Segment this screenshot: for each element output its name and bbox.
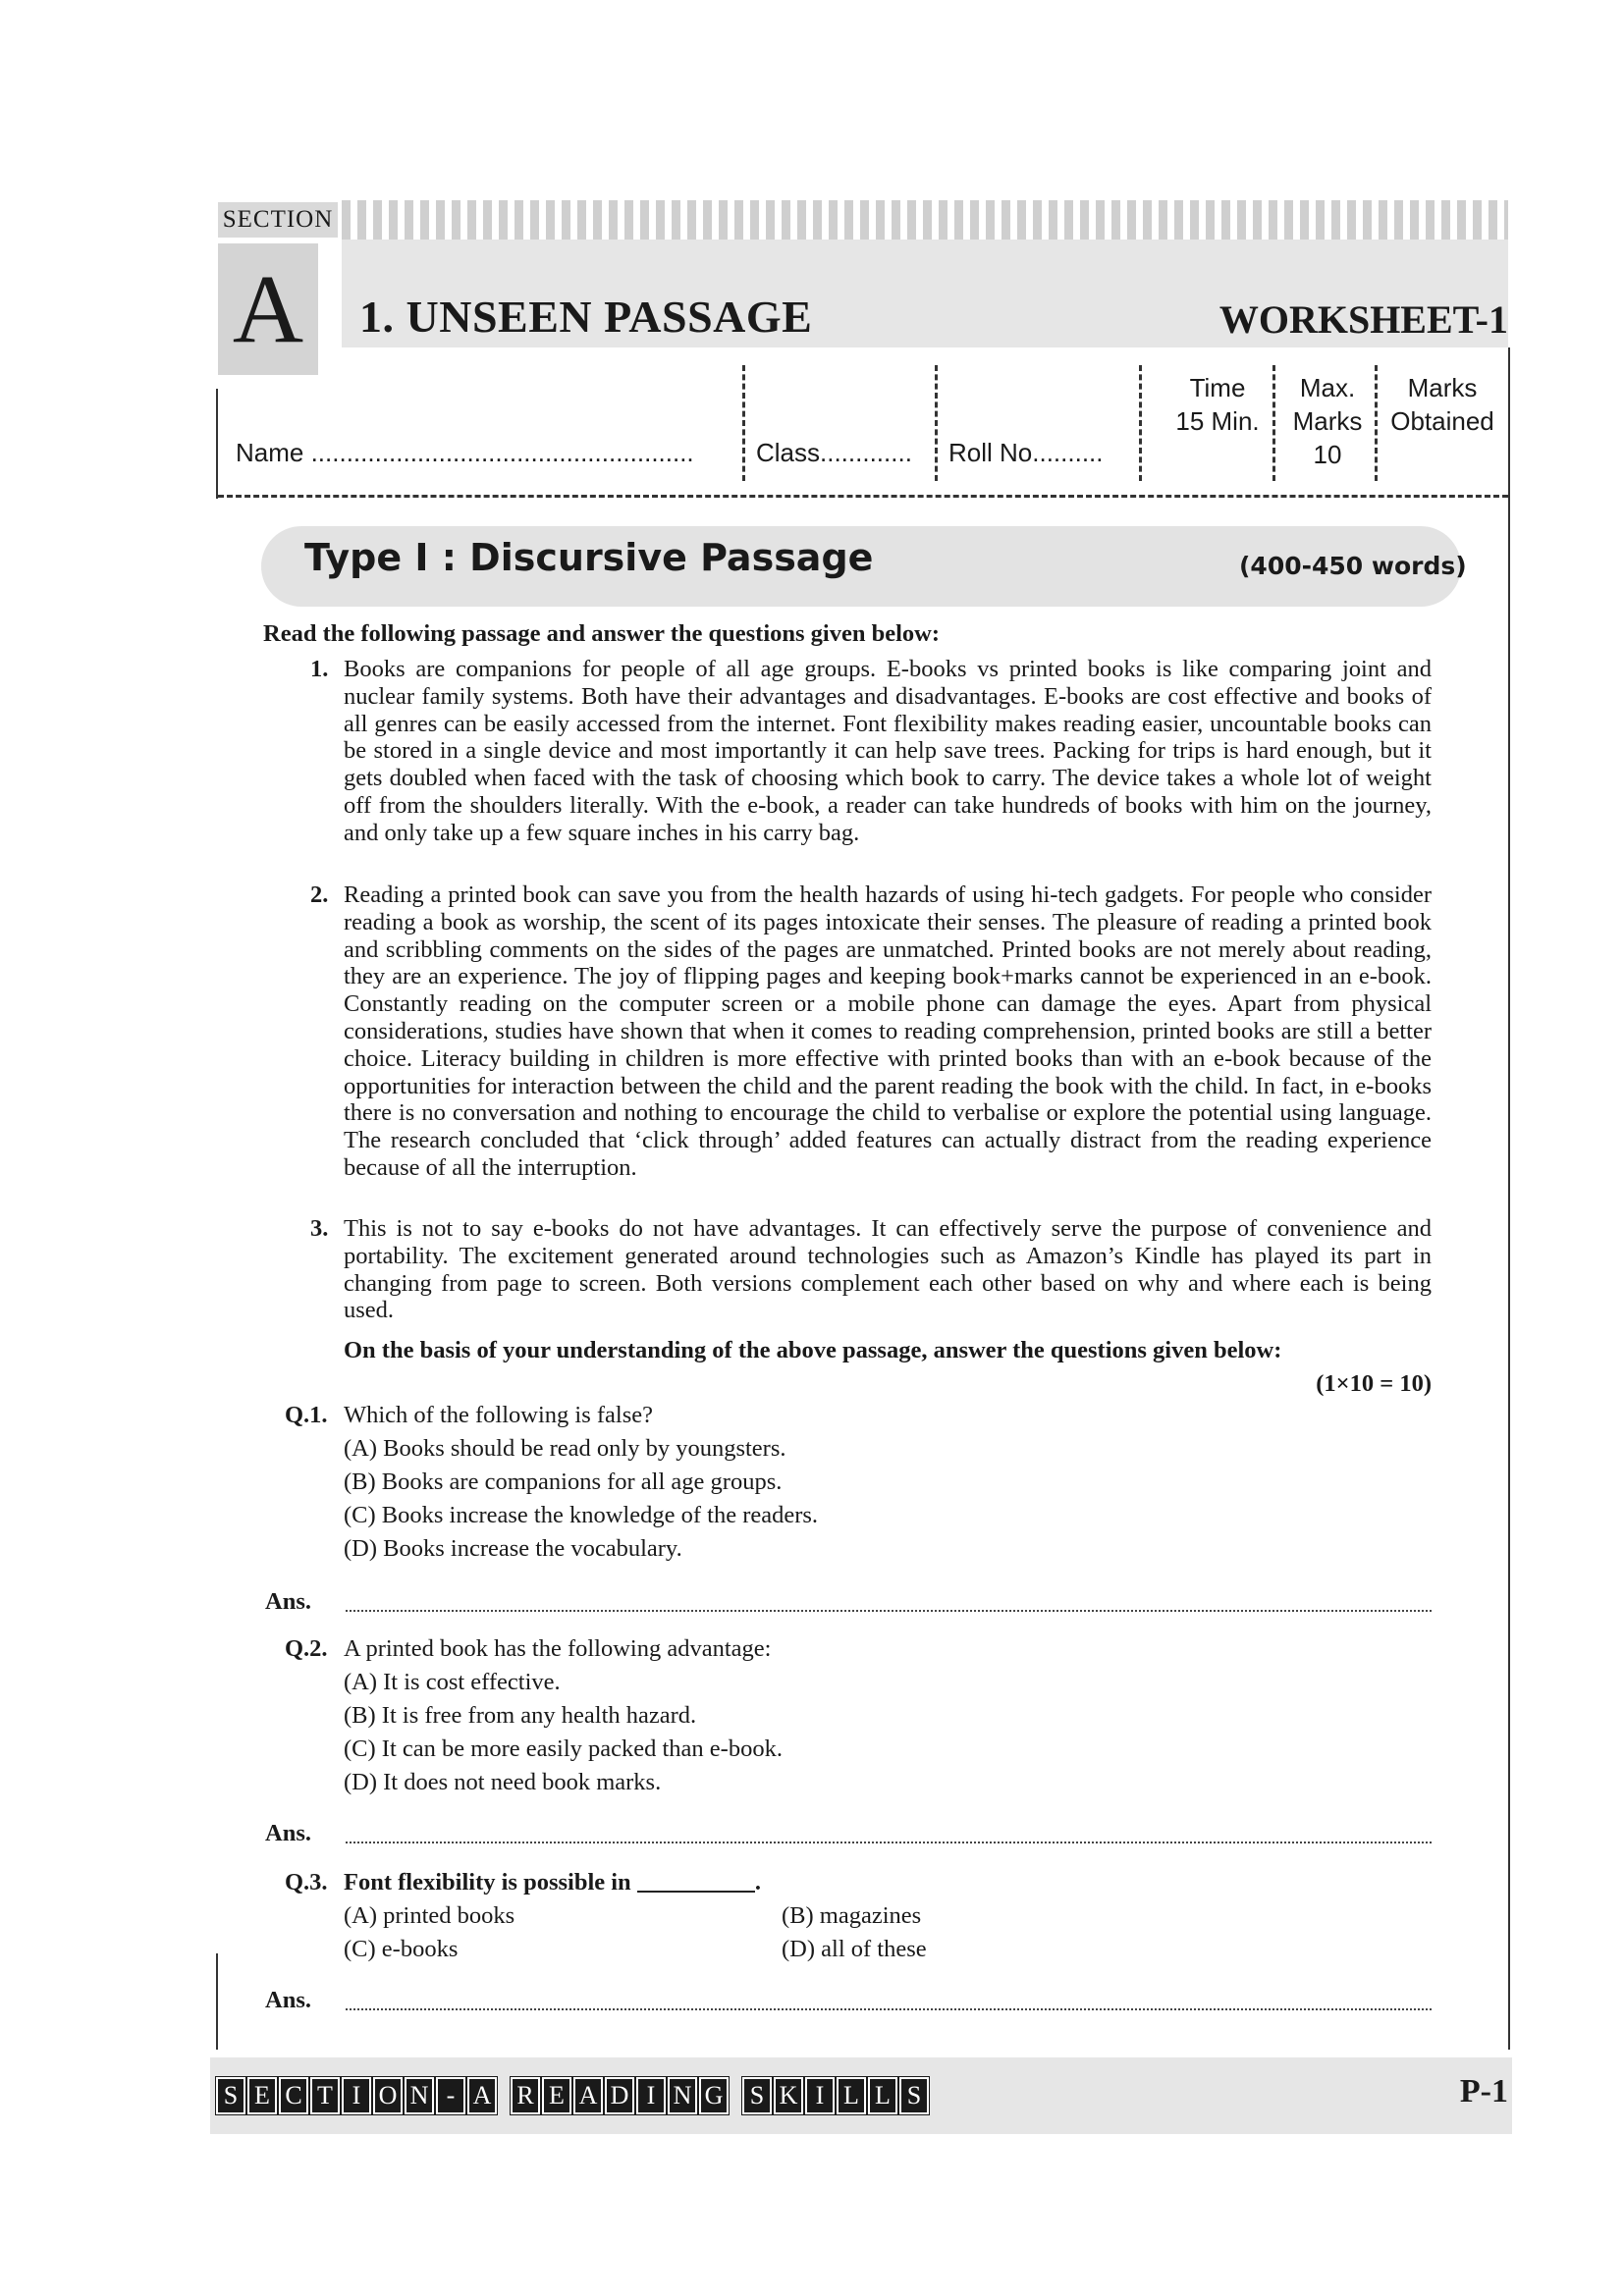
option-label: (B) (344, 1468, 376, 1495)
type-title: Type I : Discursive Passage (304, 536, 874, 579)
frame-right-top (1508, 347, 1510, 499)
footer-letter-box: I (342, 2077, 371, 2114)
footer-section-title (216, 2077, 929, 2114)
obtained-label-2: Obtained (1390, 406, 1494, 436)
marks-distribution: (1×10 = 10) (1316, 1370, 1432, 1397)
option-c[interactable] (344, 1735, 783, 1763)
option-b[interactable] (344, 1702, 696, 1730)
footer-letter-box: E (542, 2077, 571, 2114)
option-a[interactable] (344, 1902, 514, 1930)
info-separator (1272, 365, 1275, 481)
option-label: (D) (344, 1769, 378, 1795)
instruction: Read the following passage and answer the questions given below: (263, 620, 941, 647)
question-text: A printed book has the following advantage: (344, 1635, 772, 1662)
footer-letter-box: T (310, 2077, 340, 2114)
option-b[interactable] (782, 1902, 921, 1930)
footer-word (742, 2077, 929, 2114)
option-label: (A) (344, 1902, 378, 1929)
footer-letter-box: D (605, 2077, 634, 2114)
frame-right (1508, 499, 1510, 2050)
option-label: (A) (344, 1435, 378, 1462)
question-number: Q.3. (285, 1869, 328, 1896)
max-label: Max. (1299, 373, 1356, 402)
option-text: It is cost effective. (383, 1669, 561, 1695)
time-value: 15 Min. (1175, 406, 1260, 436)
option-text: It does not need book marks. (383, 1769, 662, 1795)
answer-label: Ans. (265, 1987, 311, 2013)
question-text: Font flexibility is possible in . (344, 1869, 761, 1896)
paragraph: This is not to say e-books do not have advantages. It can effectively serve the purpose of convenience and portability. The excitement generated around technologies such as Amazon’s Kindle has played its part in changing from page to screen. Both versions complement each other based on why and where each is being used. (344, 1215, 1432, 1324)
header-stripe-bar (342, 200, 1508, 240)
roll-field[interactable]: Roll No.......... (948, 438, 1104, 467)
option-d[interactable] (344, 1535, 682, 1563)
question-number: Q.1. (285, 1402, 328, 1428)
footer-letter-box: I (636, 2077, 666, 2114)
option-text: Books are companions for all age groups. (381, 1468, 783, 1495)
option-label: (B) (782, 1902, 814, 1929)
answer-label: Ans. (265, 1588, 311, 1615)
option-label: (B) (344, 1702, 376, 1729)
option-label: (A) (344, 1669, 378, 1695)
marks-obtained-box[interactable] (1380, 371, 1504, 438)
info-divider (218, 495, 1508, 498)
footer-letter-box: O (373, 2077, 403, 2114)
option-label: (C) (344, 1936, 376, 1962)
footer-letter-box: S (742, 2077, 772, 2114)
info-separator (742, 365, 745, 481)
max-marks-box (1278, 371, 1377, 471)
option-text: printed books (383, 1902, 515, 1929)
footer-letter-box: N (405, 2077, 434, 2114)
info-separator (1139, 365, 1142, 481)
question-text-content: Font flexibility is possible in (344, 1869, 631, 1896)
info-separator (1375, 365, 1378, 481)
footer-word-gap (731, 2077, 740, 2114)
footer-letter-box: I (805, 2077, 835, 2114)
footer-letter-box: C (279, 2077, 308, 2114)
option-text: magazines (819, 1902, 922, 1929)
info-separator (935, 365, 938, 481)
option-c[interactable] (344, 1936, 458, 1963)
frame-left-bottom (216, 1953, 218, 2050)
answer-line[interactable] (346, 1610, 1432, 1612)
option-a[interactable] (344, 1669, 561, 1696)
max-value: 10 (1313, 440, 1342, 469)
footer-letter-box: G (699, 2077, 729, 2114)
answer-label: Ans. (265, 1820, 311, 1846)
question-text: Which of the following is false? (344, 1402, 654, 1428)
question-number: Q.2. (285, 1635, 328, 1662)
section-label: SECTION (218, 202, 338, 238)
option-text: It can be more easily packed than e-book. (381, 1735, 783, 1762)
paragraph: Reading a printed book can save you from the health hazards of using hi-tech gadgets. For people who consider reading a book as worship, the scent of its pages intoxicate their senses. The pleasure of reading a printed book and scribbling comments on the sides of the pages are unmatched. Printed books are not merely about reading, they are an experience. The joy of flipping pages and keeping book+marks cannot be experienced in an e-book. Constantly reading on the computer screen or a mobile phone can damage the eyes. Apart from physical considerations, studies have shown that when it comes to reading comprehension, printed books are still a better choice. Literacy building in children is more effective with printed books than with an e-book because of the opportunities for interaction between the child and the parent reading the book with the child. In fact, in e-books there is no conversation and nothing to encourage the child to verbalise or explore the potential using language. The research concluded that ‘click through’ added features can actually distract from the reading experience because of all the interruption. (344, 881, 1432, 1181)
frame-left-top (216, 389, 218, 499)
section-letter: A (218, 243, 318, 375)
footer-letter-box: K (774, 2077, 803, 2114)
option-text: Books increase the knowledge of the readers. (381, 1502, 819, 1528)
answer-line[interactable] (346, 1842, 1432, 1843)
option-label: (C) (344, 1735, 376, 1762)
obtained-label: Marks (1407, 373, 1478, 402)
option-label: (C) (344, 1502, 376, 1528)
option-c[interactable] (344, 1502, 818, 1529)
option-label: (D) (344, 1535, 378, 1562)
option-b[interactable] (344, 1468, 782, 1496)
option-text: e-books (381, 1936, 459, 1962)
option-label: (D) (782, 1936, 816, 1962)
footer-letter-box: A (467, 2077, 497, 2114)
footer-letter-box: R (511, 2077, 540, 2114)
footer-word (511, 2077, 729, 2114)
option-d[interactable] (344, 1769, 661, 1796)
fill-blank[interactable] (637, 1891, 755, 1893)
option-text: all of these (821, 1936, 927, 1962)
footer-letter-box: - (436, 2077, 465, 2114)
footer-letter-box: A (573, 2077, 603, 2114)
basis-instruction: On the basis of your understanding of the above passage, answer the questions given below: (344, 1337, 1282, 1363)
footer-letter-box: L (868, 2077, 897, 2114)
time-box (1159, 371, 1276, 438)
option-a[interactable] (344, 1435, 785, 1463)
footer-letter-box: S (899, 2077, 929, 2114)
footer-letter-box: E (247, 2077, 277, 2114)
max-label-2: Marks (1292, 406, 1363, 436)
class-field[interactable]: Class............. (756, 438, 912, 467)
footer-word (216, 2077, 497, 2114)
answer-line[interactable] (346, 2008, 1432, 2010)
paragraph: Books are companions for people of all age groups. E-books vs printed books is like comparing joint and nuclear family systems. Both have their advantages and disadvantages. E-books are cost effective and books of all genres can be easily accessed from the internet. Font flexibility makes reading easier, uncountable books can be stored in a single device and most importantly it can help save trees. Packing for trips is hard enough, but it gets doubled when faced with the task of choosing which book to carry. The device takes a whole lot of weight off from the shoulders literally. With the e-book, a reader can take hundreds of books with him on the journey, and only take up a few square inches in his carry bag. (344, 656, 1432, 846)
worksheet-label: WORKSHEET-1 (1218, 297, 1508, 342)
paragraph-number: 2. (310, 881, 329, 908)
footer-letter-box: N (668, 2077, 697, 2114)
word-count: (400-450 words) (1239, 552, 1467, 580)
footer-letter-box: L (837, 2077, 866, 2114)
option-text: Books increase the vocabulary. (383, 1535, 682, 1562)
option-text: Books should be read only by youngsters. (383, 1435, 786, 1462)
paragraph-number: 3. (310, 1215, 329, 1242)
time-label: Time (1189, 373, 1246, 402)
option-text: It is free from any health hazard. (381, 1702, 697, 1729)
page-number: P-1 (1459, 2073, 1508, 2109)
option-d[interactable] (782, 1936, 927, 1963)
name-field[interactable]: Name ...................................................... (236, 438, 694, 467)
footer-letter-box: S (216, 2077, 245, 2114)
footer-word-gap (499, 2077, 509, 2114)
unit-title: 1. UNSEEN PASSAGE (359, 292, 813, 342)
paragraph-number: 1. (310, 656, 329, 682)
